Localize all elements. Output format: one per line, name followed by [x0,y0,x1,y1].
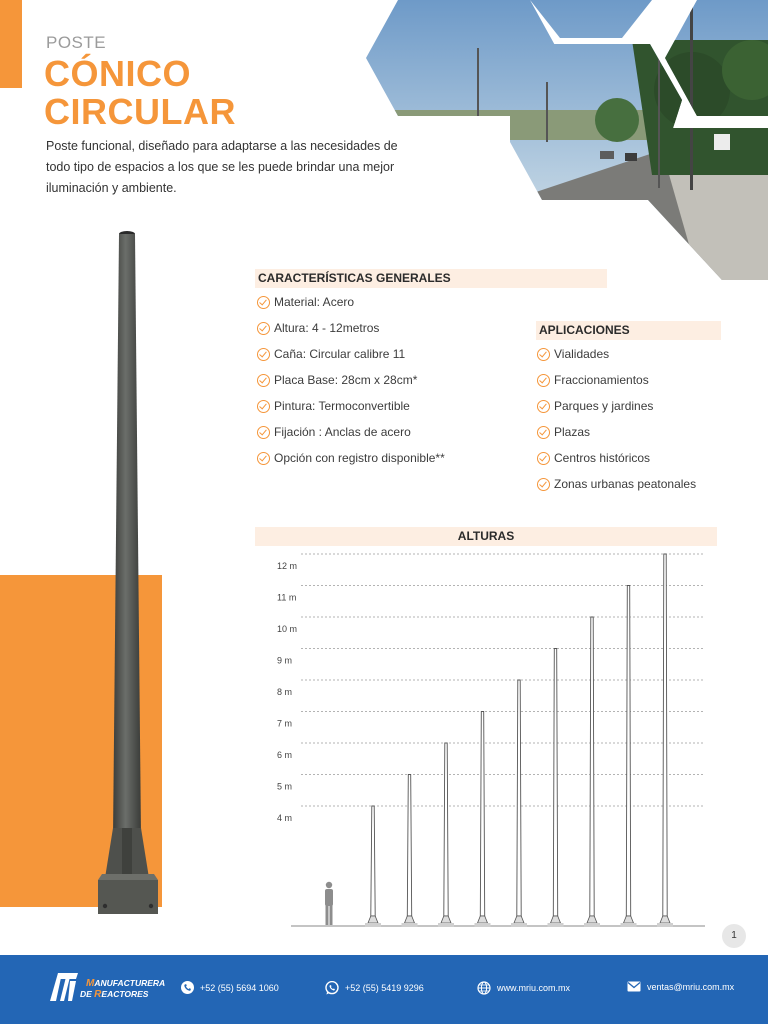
list-item [537,471,696,497]
list-item [257,341,445,367]
check-circle-icon [257,348,270,361]
application-text: Centros históricos [554,451,651,465]
height-pole-9m [548,649,564,928]
list-item [257,419,445,445]
application-text: Fraccionamientos [554,373,649,387]
conical-pole-image [88,228,178,918]
list-item [257,367,445,393]
height-tick-label: 7 m [277,718,293,729]
contact-phone-1[interactable] [181,981,279,994]
title-line-2: CIRCULAR [44,91,236,132]
list-item [537,393,696,419]
list-item [257,315,445,341]
logo-text-line2 [80,989,148,1000]
check-circle-icon [537,426,550,439]
height-pole-12m [657,554,673,927]
product-kicker: POSTE [46,33,107,52]
height-tick-label: 12 m [277,561,298,571]
logo-word: ANUFACTURERA [94,978,166,988]
whatsapp-number: +52 (55) 5419 9296 [345,983,424,993]
check-circle-icon [537,478,550,491]
list-item [257,289,445,315]
feature-text: Altura: 4 - 12metros [274,321,380,335]
list-item [257,445,445,471]
height-tick-label: 8 m [277,687,293,697]
logo-text-line1 [86,978,165,989]
check-circle-icon [537,452,550,465]
logo-initial: M [86,978,95,989]
envelope-icon [627,981,641,992]
contact-email[interactable] [627,981,734,992]
list-item [537,341,696,367]
applications-heading: APLICACIONES [536,321,721,340]
application-text: Parques y jardines [554,399,654,413]
check-circle-icon [257,374,270,387]
feature-text: Fijación : Anclas de acero [274,425,411,439]
features-list [257,289,445,471]
check-circle-icon [537,348,550,361]
check-circle-icon [537,374,550,387]
application-text: Vialidades [554,347,610,361]
whatsapp-icon [325,981,339,995]
check-circle-icon [257,426,270,439]
list-item [537,445,696,471]
height-tick-label: 10 m [277,624,298,634]
contact-website[interactable] [477,981,570,995]
height-tick-label: 9 m [277,655,293,666]
applications-list [537,341,696,497]
features-heading: CARACTERÍSTICAS GENERALES [255,269,607,288]
street-photo-collage [362,0,768,290]
globe-icon [477,981,491,995]
list-item [537,367,696,393]
title-line-1: CÓNICO [44,53,191,94]
logo-mark-icon [48,971,82,1005]
person-silhouette-icon [325,882,333,925]
footer-bar [0,955,768,1024]
height-tick-label: 4 m [277,813,293,823]
feature-text: Opción con registro disponible** [274,451,445,465]
application-text: Plazas [554,425,591,439]
phone-number: +52 (55) 5694 1060 [200,982,279,993]
page-number: 1 [722,924,746,948]
orange-accent-bar [0,0,22,88]
heights-heading: ALTURAS [255,527,717,546]
height-tick-label: 6 m [277,750,293,760]
height-pole-8m [511,680,527,927]
feature-text: Material: Acero [274,295,355,309]
phone-icon [181,981,194,994]
height-pole-10m [584,617,600,927]
logo-initial: R [94,989,102,1000]
feature-text: Pintura: Termoconvertible [274,399,410,413]
company-logo [48,971,178,1005]
email-address: ventas@mriu.com.mx [647,981,735,992]
height-pole-11m [621,586,637,928]
logo-word: EACTORES [101,989,149,999]
height-pole-5m [402,775,418,928]
height-tick-label: 11 m [277,592,297,603]
check-circle-icon [257,296,270,309]
check-circle-icon [257,452,270,465]
height-pole-6m [438,743,454,927]
website-url: www.mriu.com.mx [497,983,571,993]
page-title [44,55,236,131]
check-circle-icon [257,322,270,335]
height-tick-label: 5 m [277,781,293,792]
application-text: Zonas urbanas peatonales [554,477,697,491]
feature-text: Caña: Circular calibre 11 [274,347,406,361]
intro-paragraph: Poste funcional, diseñado para adaptarse a las necesidades de todo tipo de espacios a los que se les puede brindar una mejor iluminación y ambiente. [46,139,398,195]
feature-text: Placa Base: 28cm x 28cm* [274,373,418,387]
list-item [537,419,696,445]
contact-whatsapp[interactable] [325,981,424,995]
logo-word: DE [80,989,95,999]
height-pole-4m [365,806,381,927]
check-circle-icon [537,400,550,413]
heights-diagram [255,548,717,933]
list-item [257,393,445,419]
check-circle-icon [257,400,270,413]
height-pole-7m [475,712,491,928]
